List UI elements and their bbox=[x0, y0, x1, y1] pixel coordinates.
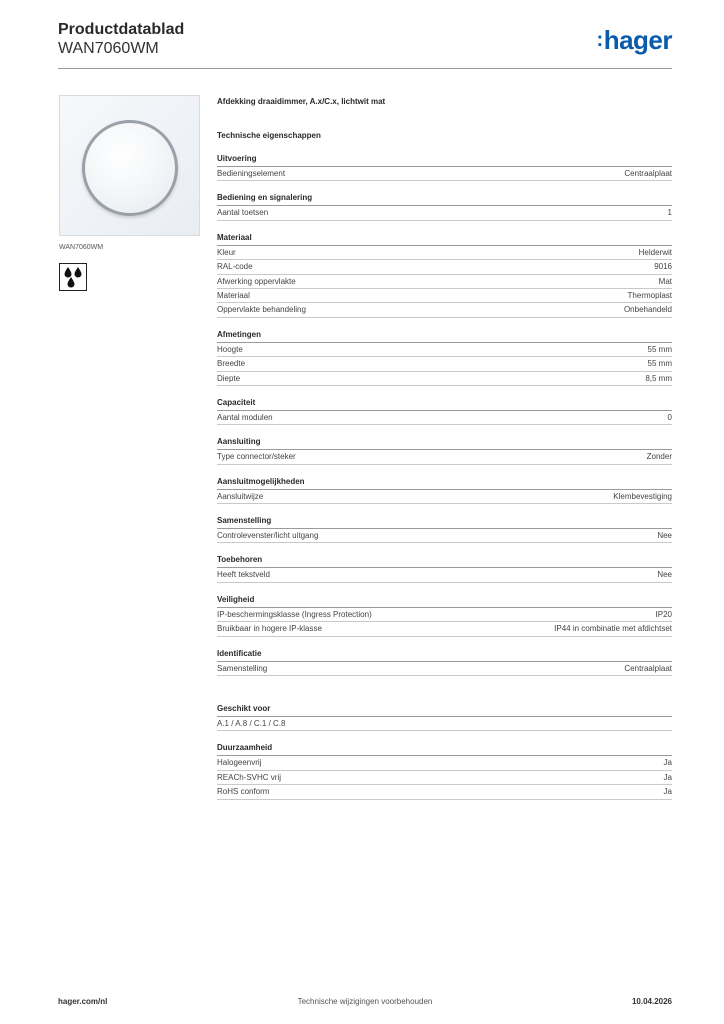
footer-disclaimer: Technische wijzigingen voorbehouden bbox=[297, 997, 433, 1006]
spec-value: Onbehandeld bbox=[623, 305, 672, 315]
spec-row bbox=[217, 622, 672, 636]
section-heading: Afmetingen bbox=[217, 329, 672, 343]
spec-label: REACh-SVHC vrij bbox=[217, 772, 282, 782]
spec-value: 0 bbox=[667, 412, 672, 422]
spec-value: 9016 bbox=[654, 262, 672, 272]
spec-value: 1 bbox=[667, 208, 672, 218]
spec-label: Hoogte bbox=[217, 344, 243, 354]
spec-value: Ja bbox=[663, 772, 672, 782]
spec-row bbox=[217, 303, 672, 317]
spec-row bbox=[217, 717, 672, 731]
document-title: Productdatablad bbox=[58, 21, 185, 38]
spec-section bbox=[217, 192, 672, 220]
spec-row bbox=[217, 246, 672, 260]
suitable-text: A.1 / A.8 / C.1 / C.8 bbox=[217, 719, 286, 729]
spec-label: Halogeenvrij bbox=[217, 758, 262, 768]
durability-section bbox=[217, 742, 672, 799]
section-heading: Aansluiting bbox=[217, 436, 672, 450]
spec-value: Nee bbox=[657, 531, 672, 541]
spec-label: Aantal toetsen bbox=[217, 208, 269, 218]
spec-row bbox=[217, 529, 672, 543]
spec-label: IP-beschermingsklasse (Ingress Protection) bbox=[217, 609, 372, 619]
spec-row bbox=[217, 568, 672, 582]
product-image bbox=[59, 95, 200, 236]
spec-section bbox=[217, 153, 672, 181]
spec-row bbox=[217, 411, 672, 425]
product-code: WAN7060WM bbox=[58, 40, 159, 57]
spec-label: Diepte bbox=[217, 373, 241, 383]
spec-row bbox=[217, 662, 672, 676]
spec-section bbox=[217, 648, 672, 676]
spec-value: 8,5 mm bbox=[645, 373, 672, 383]
footer-date: 10.04.2026 bbox=[631, 997, 672, 1006]
section-heading: Uitvoering bbox=[217, 153, 672, 167]
spec-value: Centraalplaat bbox=[624, 169, 672, 178]
spec-label: Controlevenster/licht uitgang bbox=[217, 531, 319, 541]
spec-content bbox=[217, 96, 672, 800]
spec-value: Helderwit bbox=[638, 247, 672, 257]
spec-value: IP20 bbox=[655, 609, 672, 619]
spec-row bbox=[217, 490, 672, 504]
header-divider bbox=[58, 68, 672, 69]
logo-text: hager bbox=[603, 25, 672, 55]
section-heading: Toebehoren bbox=[217, 554, 672, 568]
spec-label: Heeft tekstveld bbox=[217, 570, 270, 580]
spec-value: Ja bbox=[663, 787, 672, 797]
section-heading: Bediening en signalering bbox=[217, 192, 672, 206]
footer-website: hager.com/nl bbox=[58, 997, 108, 1006]
spec-value: Thermoplast bbox=[627, 290, 672, 300]
spec-section bbox=[217, 476, 672, 504]
spec-value: Ja bbox=[663, 758, 672, 768]
spec-section bbox=[217, 329, 672, 386]
spec-label: Bedieningselement bbox=[217, 169, 286, 178]
spec-row bbox=[217, 785, 672, 799]
spec-row bbox=[217, 450, 672, 464]
section-heading: Geschikt voor bbox=[217, 703, 672, 717]
section-heading: Identificatie bbox=[217, 648, 672, 662]
spec-label: Type connector/steker bbox=[217, 452, 296, 462]
spec-label: Samenstelling bbox=[217, 663, 268, 673]
image-caption: WAN7060WM bbox=[59, 244, 104, 251]
spec-label: Kleur bbox=[217, 247, 236, 257]
spec-section bbox=[217, 232, 672, 318]
spec-row bbox=[217, 756, 672, 770]
spec-value: 55 mm bbox=[647, 359, 672, 369]
spec-sections bbox=[217, 153, 672, 676]
dimmer-knob-graphic bbox=[82, 120, 178, 216]
spec-label: Oppervlakte behandeling bbox=[217, 305, 306, 315]
spec-row bbox=[217, 275, 672, 289]
suitable-section bbox=[217, 703, 672, 731]
spec-value: Klembevestiging bbox=[613, 491, 672, 501]
spec-label: Materiaal bbox=[217, 290, 250, 300]
page-header bbox=[58, 20, 184, 58]
ip-water-drops-icon bbox=[59, 263, 87, 291]
spec-label: RAL-code bbox=[217, 262, 253, 272]
spec-section bbox=[217, 554, 672, 582]
spec-row bbox=[217, 289, 672, 303]
spec-value: Zonder bbox=[646, 452, 672, 462]
spec-row bbox=[217, 372, 672, 386]
hager-logo bbox=[597, 26, 672, 57]
spec-label: Aansluitwijze bbox=[217, 491, 264, 501]
spec-section bbox=[217, 436, 672, 464]
spec-value: Centraalplaat bbox=[624, 663, 672, 673]
spec-row bbox=[217, 343, 672, 357]
section-heading: Aansluitmogelijkheden bbox=[217, 476, 672, 490]
spec-value: Mat bbox=[658, 276, 672, 286]
spec-label: RoHS conform bbox=[217, 787, 270, 797]
spec-value: IP44 in combinatie met afdichtset bbox=[554, 624, 672, 634]
spec-row bbox=[217, 771, 672, 785]
spec-value: 55 mm bbox=[647, 344, 672, 354]
section-heading: Capaciteit bbox=[217, 397, 672, 411]
spec-section bbox=[217, 515, 672, 543]
spec-section bbox=[217, 594, 672, 637]
spec-section bbox=[217, 397, 672, 425]
spec-row bbox=[217, 357, 672, 371]
spec-value: Nee bbox=[657, 570, 672, 580]
spec-label: Aantal modulen bbox=[217, 412, 273, 422]
section-heading: Samenstelling bbox=[217, 515, 672, 529]
spec-row bbox=[217, 608, 672, 622]
spec-label: Afwerking oppervlakte bbox=[217, 276, 296, 286]
spec-row bbox=[217, 206, 672, 220]
spec-label: Breedte bbox=[217, 359, 246, 369]
section-heading: Veiligheid bbox=[217, 594, 672, 608]
technical-properties-heading: Technische eigenschappen bbox=[217, 131, 321, 140]
spec-row bbox=[217, 260, 672, 274]
logo-dots-icon: : bbox=[596, 29, 603, 51]
spec-row bbox=[217, 167, 672, 181]
product-description: Afdekking draaidimmer, A.x/C.x, lichtwit mat bbox=[217, 97, 386, 106]
section-heading: Materiaal bbox=[217, 232, 672, 246]
spec-label: Bruikbaar in hogere IP-klasse bbox=[217, 624, 322, 634]
section-heading: Duurzaamheid bbox=[217, 742, 672, 756]
